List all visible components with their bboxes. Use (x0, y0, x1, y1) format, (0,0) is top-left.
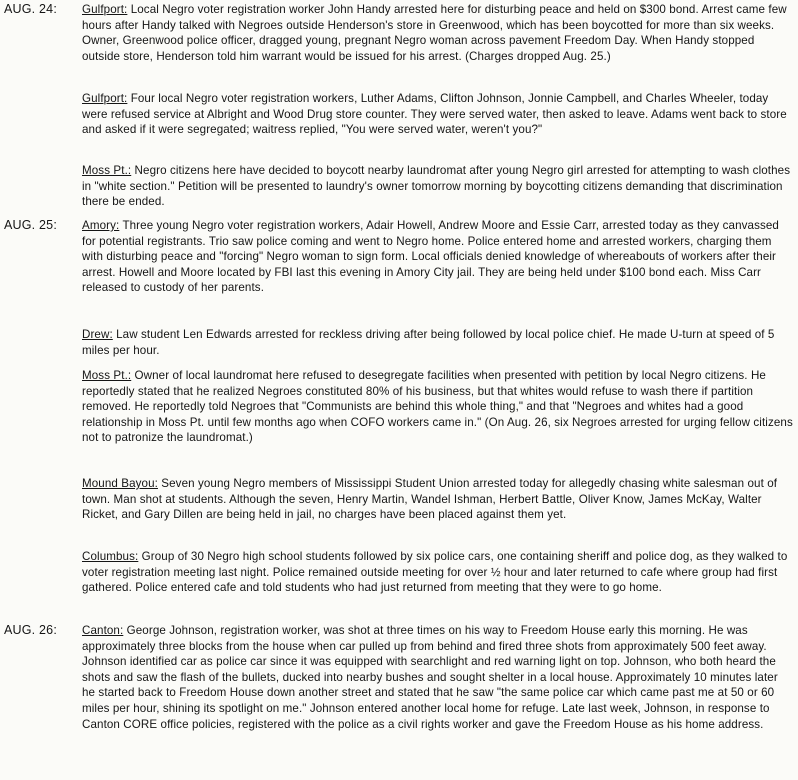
report-item (82, 623, 794, 732)
place-name: Amory: (82, 219, 120, 232)
place-name: Gulfport: (82, 92, 128, 105)
report-item (82, 91, 794, 138)
place-name: Columbus: (82, 550, 139, 563)
place-name: Gulfport: (82, 3, 128, 16)
entry-date: AUG. 26: (4, 623, 58, 637)
report-item (82, 368, 794, 446)
report-text: Three young Negro voter registration workers, Adair Howell, Andrew Moore and Essie Carr, arrested today as they canvassed for potential registrants. Trio saw police coming and went to Negro home. Police entered home and arrested workers, charging them with disturbing peace and "forcing" Negro woman to sign form. Local officials denied knowledge of whereabouts of workers after their arrest. Howell and Moore located by FBI last this evening in Amory City jail. They are being held under $100 bond each. Miss Carr released to custody of her parents. (82, 219, 779, 295)
report-text: Negro citizens here have decided to boycott nearby laundromat after young Negro girl arrested for attempting to wash clothes in "white section." Petition will be presented to laundry's owner tomorrow morning by boycotting citizens demanding that discrimination there be ended. (82, 164, 791, 209)
place-name: Drew: (82, 328, 113, 341)
report-item (82, 218, 794, 296)
entry-date: AUG. 25: (4, 218, 58, 232)
place-name: Moss Pt.: (82, 369, 132, 382)
report-text: Seven young Negro members of Mississippi Student Union arrested today for allegedly chasing white salesman out of town. Man shot at students. Although the seven, Henry Martin, Wandel Ishman, Herbert Battle, Oliver Know, James McKay, Walter Ricket, and Gary Dillen are being held in jail, no charges have been placed against them yet. (82, 477, 778, 522)
report-text: Law student Len Edwards arrested for reckless driving after being followed by local police chief. He made U-turn at speed of 5 miles per hour. (82, 328, 775, 357)
place-name: Moss Pt.: (82, 164, 132, 177)
report-text: Owner of local laundromat here refused to desegregate facilities when presented with petition by local Negro citizens. He reportedly stated that he realized Negroes constituted 80% of his business, but that whites would refuse to wash there if partition removed. He reportedly told Negroes that "Communists are behind this whole thing," and that "Negroes and whites had a good relationship in Moss Pt. until few months ago when COFO workers came in." (On Aug. 26, six Negroes arrested for urging fellow citizens not to patronize the laundromat.) (82, 369, 793, 445)
report-text: George Johnson, registration worker, was shot at three times on his way to Freedom House early this morning. He was approximately three blocks from the house when car pulled up from behind and fired three shots from approximately 500 feet away. Johnson identified car as police car since it was equipped with searchlight and red warning light on top. Johnson, who both heard the shots and saw the flash of the bullets, ducked into nearby bushes and sought shelter in a local house. Approximately 10 minutes later he started back to Freedom House down another street and stated that he saw "the same police car which came past me at 50 or 60 miles per hour, shining its spotlight on me." Johnson entered another local home for refuge. Late last week, Johnson, in response to Canton CORE office policies, registered with the police as a civil rights worker and gave the Freedom House as his home address. (82, 624, 778, 731)
report-item (82, 549, 794, 596)
report-text: Four local Negro voter registration workers, Luther Adams, Clifton Johnson, Jonnie Campbell, and Charles Wheeler, today were refused service at Albright and Wood Drug store counter. They were served water, then asked to leave. Adams went back to store and asked if it were segregated; waitress replied, "You were served water, weren't you?" (82, 92, 787, 137)
report-text: Group of 30 Negro high school students followed by six police cars, one containing sheriff and police dog, as they walked to voter registration meeting last night. Police remained outside meeting for over ½ hour and later returned to cafe where group had first gathered. Police entered cafe and told students who had just returned from meeting that they were to go home. (82, 550, 788, 595)
report-item (82, 2, 794, 64)
report-text: Local Negro voter registration worker John Handy arrested here for disturbing peace and held on $300 bond. Arrest came few hours after Handy talked with Negroes outside Henderson's store in Greenwood, which has been boycotted for more than six weeks. Owner, Greenwood police officer, dragged young, pregnant Negro woman across pavement Freedom Day. When Handy stopped outside store, Henderson told him warrant would be issued for his arrest. (Charges dropped Aug. 25.) (82, 3, 787, 63)
entry-date: AUG. 24: (4, 2, 58, 16)
report-item (82, 163, 794, 210)
place-name: Mound Bayou: (82, 477, 158, 490)
report-item (82, 327, 794, 358)
place-name: Canton: (82, 624, 124, 637)
report-item (82, 476, 794, 523)
